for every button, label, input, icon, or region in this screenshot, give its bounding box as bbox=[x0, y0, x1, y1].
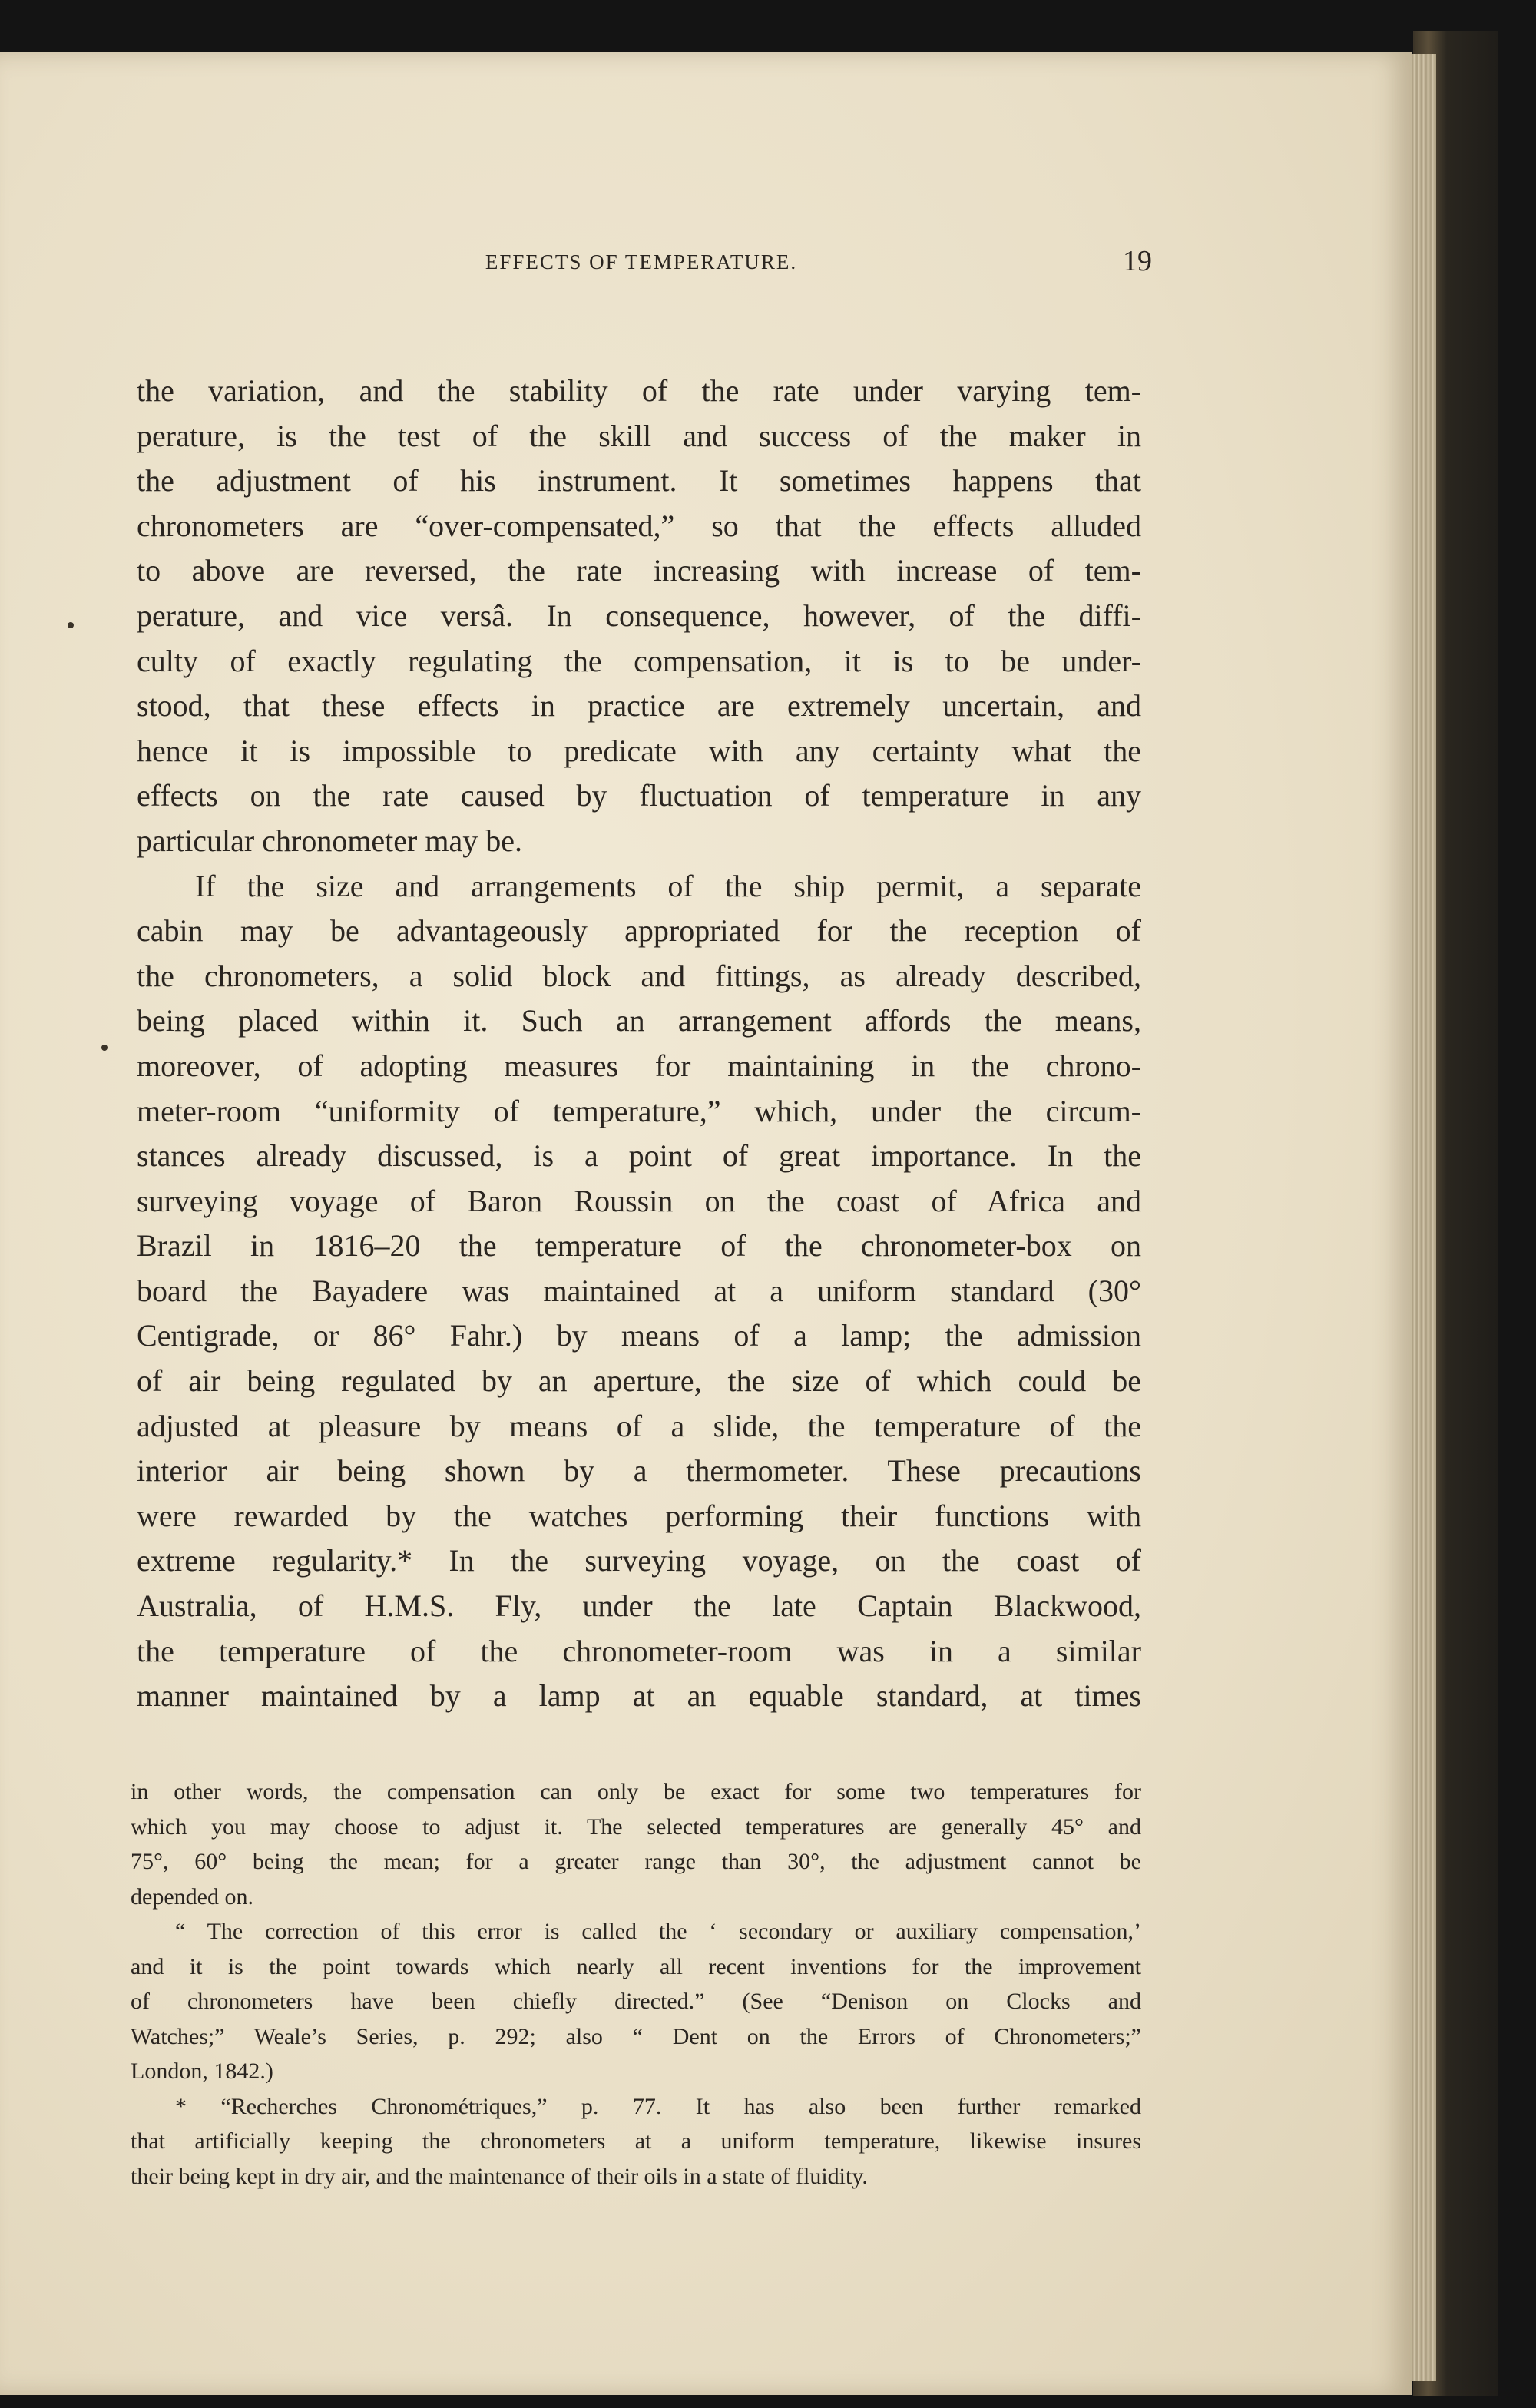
chapter-running-title: EFFECTS OF TEMPERATURE. bbox=[485, 250, 798, 273]
text-line: the chronometers, a solid block and fittings, as already described, bbox=[137, 958, 1141, 993]
text-line: effects on the rate caused by fluctuation of temperature in any bbox=[137, 778, 1141, 813]
text-line: particular chronometer may be. bbox=[137, 823, 522, 858]
text-line: moreover, of adopting measures for maintaining in the chrono- bbox=[137, 1048, 1141, 1083]
page-number: 19 bbox=[1123, 245, 1152, 277]
footnote-line: which you may choose to adjust it. The selected temperatures are generally 45° and bbox=[131, 1813, 1141, 1840]
text-line: the adjustment of his instrument. It sometimes happens that bbox=[137, 463, 1141, 498]
text-line: cabin may be advantageously appropriated for the reception of bbox=[137, 913, 1141, 949]
footnote-line: “ The correction of this error is called the ‘ secondary or auxiliary compensation,’ bbox=[175, 1919, 1141, 1944]
text-line: were rewarded by the watches performing their functions with bbox=[137, 1498, 1141, 1533]
footnote-line: Watches;” Weale’s Series, p. 292; also “ Dent on the Errors of Chronometers;” bbox=[131, 2023, 1141, 2049]
margin-speck bbox=[101, 1045, 108, 1051]
text-line: interior air being shown by a thermometer. These precautions bbox=[137, 1453, 1141, 1489]
margin-speck bbox=[68, 622, 74, 628]
footnote-line: 75°, 60° being the mean; for a greater range than 30°, the adjustment cannot be bbox=[131, 1849, 1141, 1874]
text-line: chronometers are “over-compensated,” so that the effects alluded bbox=[137, 508, 1141, 543]
text-line: perature, and vice versâ. In consequence, however, of the diffi- bbox=[137, 598, 1141, 633]
text-line: adjusted at pleasure by means of a slide, the temperature of the bbox=[137, 1408, 1141, 1443]
text-line: manner maintained by a lamp at an equable standard, at times bbox=[137, 1678, 1141, 1714]
text-line: hence it is impossible to predicate with any certainty what the bbox=[137, 733, 1141, 768]
footnote-line: of chronometers have been chiefly directed.” (See “Denison on Clocks and bbox=[131, 1989, 1141, 2014]
text-line: stood, that these effects in practice are extremely uncertain, and bbox=[137, 688, 1141, 724]
running-head bbox=[131, 244, 1152, 290]
footnote-line: depended on. bbox=[131, 1883, 253, 1910]
text-line: to above are reversed, the rate increasing with increase of tem- bbox=[137, 553, 1141, 588]
text-line: perature, is the test of the skill and success of the maker in bbox=[137, 418, 1141, 453]
text-line: meter-room “uniformity of temperature,” which, under the circum- bbox=[137, 1093, 1141, 1128]
text-line: of air being regulated by an aperture, the size of which could be bbox=[137, 1363, 1141, 1399]
text-line: Australia, of H.M.S. Fly, under the late Captain Blackwood, bbox=[137, 1588, 1141, 1624]
text-line: board the Bayadere was maintained at a uniform standard (30° bbox=[137, 1273, 1141, 1308]
book-page bbox=[0, 52, 1412, 2395]
footnote-line: London, 1842.) bbox=[131, 2059, 273, 2084]
text-line: Centigrade, or 86° Fahr.) by means of a lamp; the admission bbox=[137, 1318, 1141, 1353]
text-line: stances already discussed, is a point of great importance. In the bbox=[137, 1138, 1141, 1174]
footnote-line: * “Recherches Chronométriques,” p. 77. It has also been further remarked bbox=[175, 2093, 1141, 2119]
text-line: extreme regularity.* In the surveying voyage, on the coast of bbox=[137, 1543, 1141, 1578]
footnote-line: in other words, the compensation can only be exact for some two temperatures for bbox=[131, 1779, 1141, 1804]
text-line: Brazil in 1816–20 the temperature of the chronometer-box on bbox=[137, 1228, 1141, 1264]
footnote-line: that artificially keeping the chronometers at a uniform temperature, likewise insures bbox=[131, 2128, 1141, 2154]
footnote-line: their being kept in dry air, and the maintenance of their oils in a state of fluidity. bbox=[131, 2163, 868, 2189]
footnotes bbox=[131, 1774, 1141, 2194]
text-line: culty of exactly regulating the compensation, it is to be under- bbox=[137, 643, 1141, 678]
main-text bbox=[137, 369, 1141, 1719]
text-line: surveying voyage of Baron Roussin on the coast of Africa and bbox=[137, 1183, 1141, 1218]
text-line: If the size and arrangements of the ship permit, a separate bbox=[195, 868, 1141, 903]
text-line: the variation, and the stability of the rate under varying tem- bbox=[137, 373, 1141, 408]
text-line: being placed within it. Such an arrangement affords the means, bbox=[137, 1003, 1141, 1038]
text-line: the temperature of the chronometer-room was in a similar bbox=[137, 1633, 1141, 1668]
footnote-line: and it is the point towards which nearly all recent inventions for the improvement bbox=[131, 1953, 1141, 1979]
